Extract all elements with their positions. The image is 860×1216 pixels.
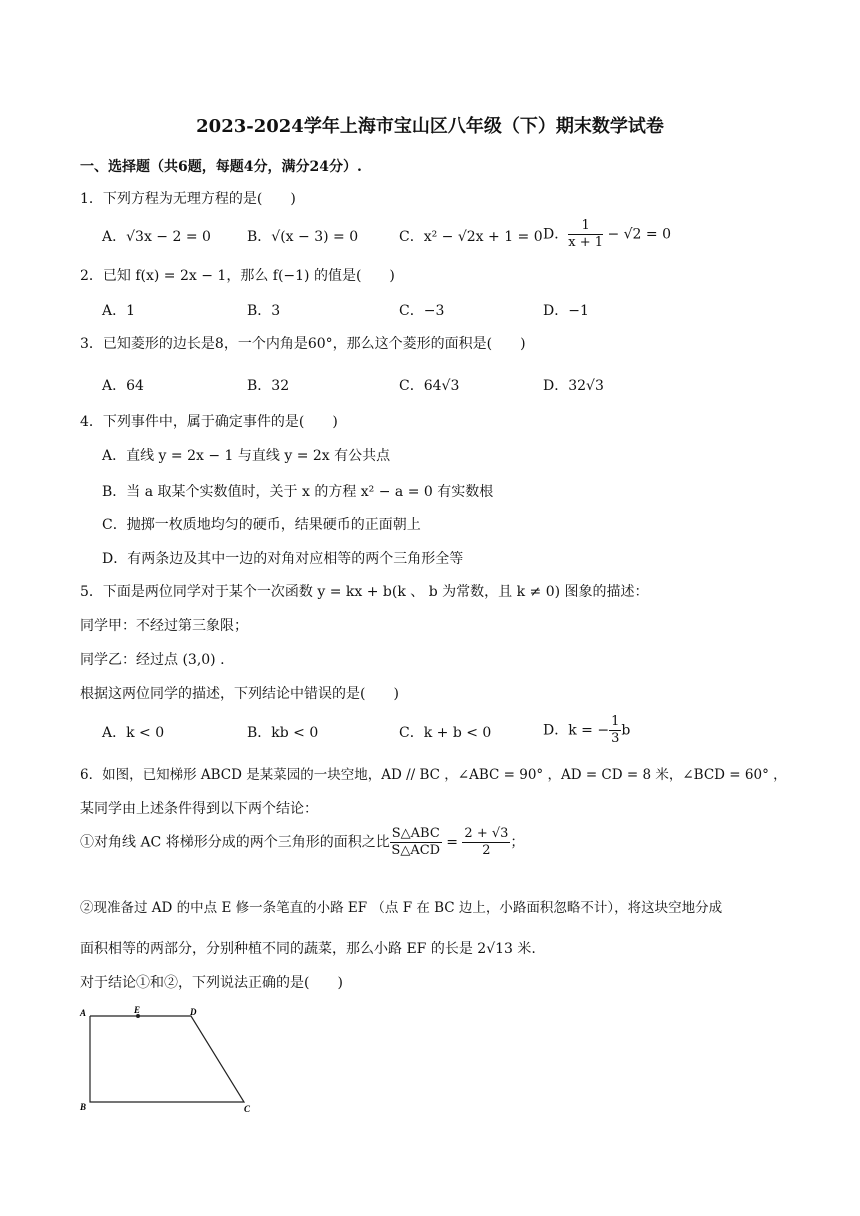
q1-option-d-numerator: 1 xyxy=(568,218,603,235)
q6-line-last: 对于结论①和②，下列说法正确的是( ) xyxy=(80,975,343,991)
q5-option-d-fraction xyxy=(609,714,621,747)
q5-option-d-suffix: b xyxy=(621,722,631,739)
label-e: E xyxy=(134,1005,141,1015)
q4-option-a: A．直线 y = 2x − 1 与直线 y = 2x 有公共点 xyxy=(102,448,391,464)
q5-option-c: C．k + b < 0 xyxy=(399,725,492,741)
q5-option-d-denominator: 3 xyxy=(611,731,620,746)
q1-option-a: A．√3x − 2 = 0 xyxy=(102,229,211,245)
q1-option-d-suffix: − √2 = 0 xyxy=(607,226,671,243)
q3-option-a: A．64 xyxy=(102,378,144,394)
q5-line-2: 同学乙：经过点 (3,0) . xyxy=(80,652,225,668)
q6-area-ratio xyxy=(390,826,442,859)
q2-stem: 2．已知 f(x) = 2x − 1，那么 f(−1) 的值是( ) xyxy=(80,268,395,284)
q5-stem: 5．下面是两位同学对于某个一次函数 y = kx + b(k 、 b 为常数，且 k ≠ 0) 图象的描述： xyxy=(80,584,649,600)
q6-area-ratio-denominator: S△ACD xyxy=(391,843,441,858)
q5-option-d-prefix: D．k = − xyxy=(543,722,610,739)
q6-area-ratio-numerator: S△ABC xyxy=(391,826,440,841)
label-c: C xyxy=(244,1104,251,1114)
q2-option-a: A．1 xyxy=(102,303,136,319)
q6-equals-sign: = xyxy=(446,834,458,851)
q5-option-d-numerator: 1 xyxy=(611,714,620,729)
q6-conclusion-2-line-2: 面积相等的两部分，分别种植不同的蔬菜，那么小路 EF 的长是 2√13 米. xyxy=(80,941,536,957)
q1-option-d-prefix: D． xyxy=(543,226,569,243)
page-title: 2023-2024学年上海市宝山区八年级（下）期末数学试卷 xyxy=(196,116,664,137)
q1-stem: 1．下列方程为无理方程的是( ) xyxy=(80,191,296,207)
q1-option-d-denominator: x + 1 xyxy=(568,235,603,250)
q3-option-b: B．32 xyxy=(247,378,290,394)
q1-option-b: B．√(x − 3) = 0 xyxy=(247,229,359,245)
trapezoid-figure xyxy=(76,1004,266,1120)
q3-option-d: D．32√3 xyxy=(543,378,604,394)
q4-stem: 4．下列事件中，属于确定事件的是( ) xyxy=(80,414,338,430)
q4-option-c: C．抛掷一枚质地均匀的硬币，结果硬币的正面朝上 xyxy=(102,517,421,533)
q4-option-b: B．当 a 取某个实数值时，关于 x 的方程 x² − a = 0 有实数根 xyxy=(102,484,494,500)
q1-option-d-fraction xyxy=(568,218,603,251)
q6-ratio-value xyxy=(462,826,510,859)
q6-conclusion-1 xyxy=(80,826,524,859)
label-d: D xyxy=(190,1007,197,1017)
label-a: A xyxy=(80,1008,87,1018)
q5-option-d xyxy=(543,714,630,747)
q6-conclusion-1-suffix: ； xyxy=(510,834,525,851)
q2-option-b: B．3 xyxy=(247,303,281,319)
q1-option-d xyxy=(543,218,671,251)
q5-line-3: 根据这两位同学的描述，下列结论中错误的是( ) xyxy=(80,686,399,702)
q6-ratio-value-numerator: 2 + √3 xyxy=(464,826,509,841)
trapezoid-outline xyxy=(90,1016,244,1102)
q6-conclusion-2-line-1: ②现准备过 AD 的中点 E 修一条笔直的小路 EF （点 F 在 BC 边上，小路面积忽略不计），将这块空地分成 xyxy=(80,900,723,916)
q5-option-a: A．k < 0 xyxy=(102,725,165,741)
q6-stem: 6．如图，已知梯形 ABCD 是某菜园的一块空地，AD // BC ，∠ABC = 90° ，AD = CD = 8 米，∠BCD = 60° ， xyxy=(80,767,787,783)
q2-option-d: D．−1 xyxy=(543,303,589,319)
q5-option-b: B．kb < 0 xyxy=(247,725,319,741)
q6-ratio-value-denominator: 2 xyxy=(482,843,491,858)
label-b: B xyxy=(80,1102,87,1112)
q2-option-c: C．−3 xyxy=(399,303,445,319)
q4-option-d: D．有两条边及其中一边的对角对应相等的两个三角形全等 xyxy=(102,551,464,567)
q6-conclusion-1-text: ①对角线 AC 将梯形分成的两个三角形的面积之比 xyxy=(80,834,390,851)
q6-line-1: 某同学由上述条件得到以下两个结论： xyxy=(80,801,318,817)
q1-option-c: C．x² − √2x + 1 = 0 xyxy=(399,229,543,245)
q3-stem: 3．已知菱形的边长是8，一个内角是60°，那么这个菱形的面积是( ) xyxy=(80,336,526,352)
q3-option-c: C．64√3 xyxy=(399,378,460,394)
q5-line-1: 同学甲：不经过第三象限； xyxy=(80,618,248,634)
section-heading: 一、选择题（共6题，每题4分，满分24分）. xyxy=(80,159,362,175)
